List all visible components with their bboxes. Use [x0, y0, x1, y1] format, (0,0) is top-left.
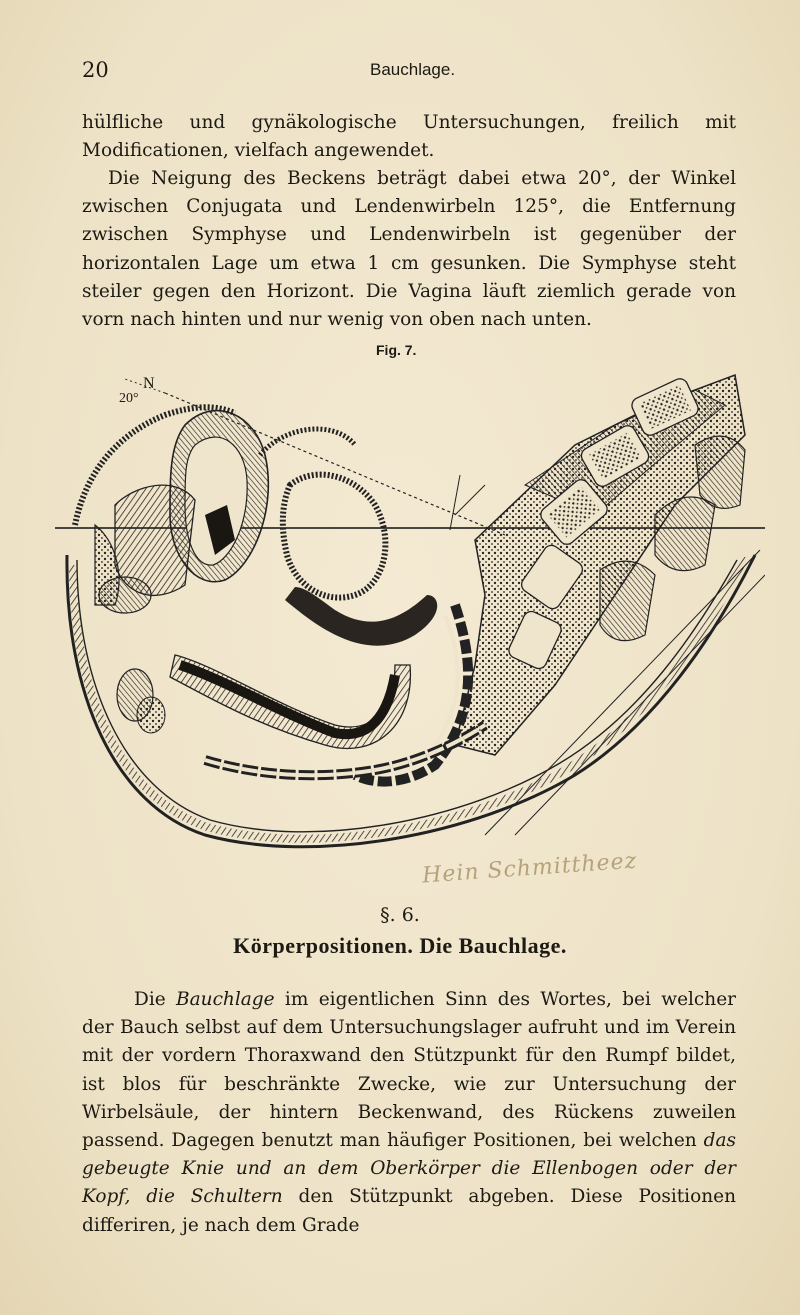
page-number: 20: [82, 58, 109, 82]
figure-caption: Fig. 7.: [376, 342, 417, 358]
angle-label: 20°: [119, 391, 139, 406]
paragraph-pelvis-inclination: Die Neigung des Beckens beträgt dabei etwa 20°, der Winkel zwischen Conjugata und Lendenwirbeln 125°, die Entfernung zwischen Symphyse und Lendenwirbeln ist gegenüber der horizontalen Lage um etwa 1 cm gesunken. Die Symphyse steht steiler gegen den Horizont. Die Vagina läuft ziemlich gerade von vorn nach hinten und nur wenig von oben nach unten.: [82, 168, 736, 331]
paragraph-continuation: hülfliche und gynäkologische Untersuchungen, freilich mit Modificationen, vielfach angewendet.: [82, 112, 736, 162]
emphasis-bauchlage: Bauchlage: [176, 989, 275, 1010]
anatomical-figure: [55, 365, 765, 875]
running-head: [72, 58, 728, 84]
running-head-title: Bauchlage.: [370, 60, 456, 79]
emphasis-support-points: das gebeugte Knie und an dem Oberkörper die Ellenbogen oder der Kopf, die Schultern: [82, 1130, 736, 1208]
section-title: Körperpositionen. Die Bauchlage.: [233, 933, 567, 958]
handwritten-signature: Hein Schmittheez: [421, 848, 638, 889]
section-number: §. 6.: [380, 904, 420, 926]
n-label: N: [143, 375, 155, 392]
pelvis-section-illustration: [55, 365, 765, 875]
paragraph-bauchlage: Die Bauchlage im eigentlichen Sinn des Wortes, bei welcher der Bauch selbst auf dem Untersuchungslager aufruht und im Verein mit der vordern Thoraxwand den Stützpunkt für den Rumpf bildet, ist blos für beschränkte Zwecke, wie zur Untersuchung der Wirbelsäule, der hintern Beckenwand, des Rückens zuweilen passend. Dagegen benutzt man häufiger Positionen, bei welchen das gebeugte Knie und an dem Oberkörper die Ellenbogen oder der Kopf, die Schultern den Stützpunkt abgeben. Diese Positionen differiren, je nach dem Grade: [82, 989, 737, 1236]
